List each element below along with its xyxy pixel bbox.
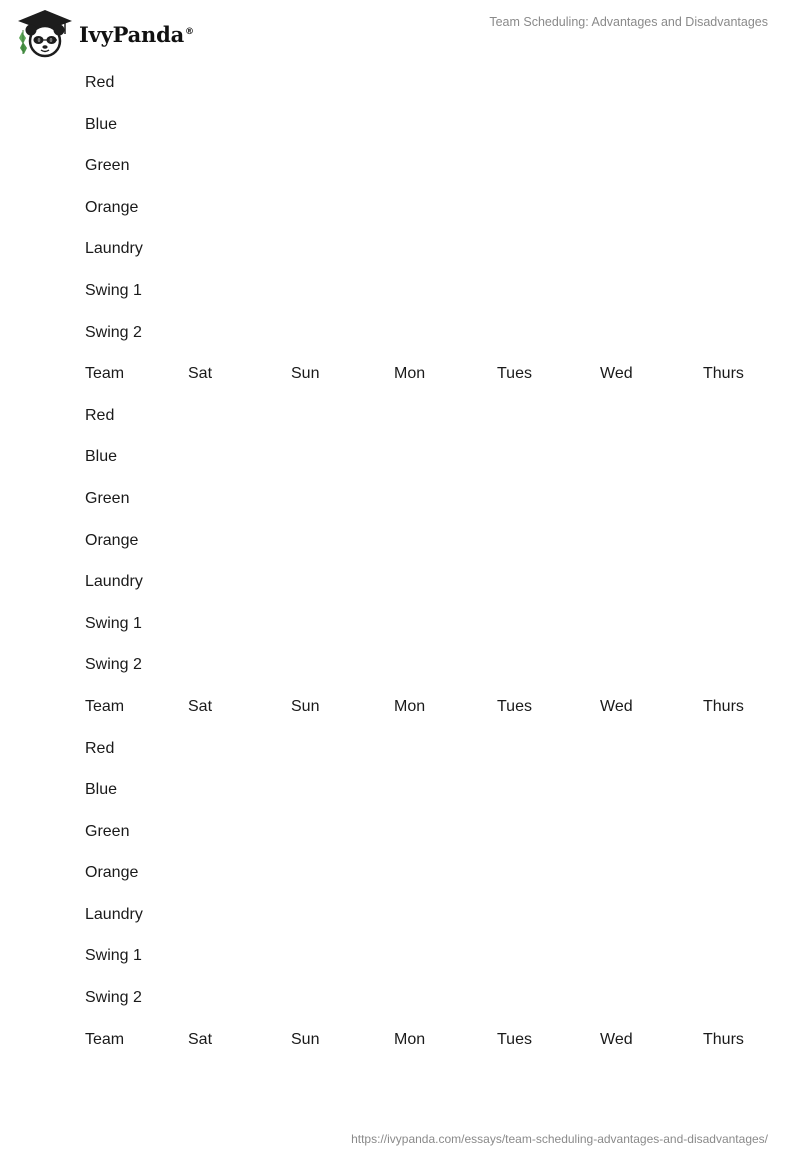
team-row [85,104,765,146]
column-header-thurs: Thurs [703,365,744,383]
panda-graduate-icon [14,8,76,58]
team-row [85,436,765,478]
column-header-wed: Wed [600,1030,633,1048]
team-name: Blue [85,115,118,133]
team-row [85,520,765,562]
column-header-sat: Sat [188,1030,213,1048]
column-header-wed: Wed [600,697,633,715]
column-header-tues: Tues [497,365,532,383]
team-row [85,728,765,770]
team-name: Red [85,739,115,757]
team-row [85,145,765,187]
team-name: Green [85,157,130,175]
team-row [85,395,765,437]
team-row [85,894,765,936]
column-header-mon: Mon [394,1030,426,1048]
team-name: Swing 1 [85,947,142,965]
team-name: Orange [85,198,139,216]
team-name: Blue [85,448,118,466]
team-row [85,603,765,645]
team-name: Swing 2 [85,323,142,341]
column-header-sat: Sat [188,365,213,383]
column-header-mon: Mon [394,365,426,383]
column-header-sun: Sun [291,1030,320,1048]
column-header-tues: Tues [497,697,532,715]
column-header-sun: Sun [291,697,320,715]
column-header-thurs: Thurs [703,697,744,715]
team-row [85,478,765,520]
team-name: Orange [85,864,139,882]
team-name: Orange [85,531,139,549]
registered-mark: ® [185,26,194,37]
team-row [85,62,765,104]
ivypanda-logo[interactable] [14,8,194,58]
team-row [85,935,765,977]
column-header-sat: Sat [188,697,213,715]
column-header-team: Team [85,365,125,383]
team-name: Laundry [85,573,143,591]
logo-wordmark: IvyPanda® [79,21,194,47]
team-name: Red [85,74,115,91]
column-header-wed: Wed [600,365,633,383]
column-header-sun: Sun [291,365,320,383]
team-row [85,270,765,312]
team-row [85,644,765,686]
team-name: Red [85,406,115,424]
header-row [85,353,765,395]
team-name: Blue [85,781,118,799]
team-name: Green [85,489,130,507]
team-row [85,228,765,270]
column-header-thurs: Thurs [703,1030,744,1048]
team-row [85,769,765,811]
team-row [85,187,765,229]
team-row [85,852,765,894]
team-name: Green [85,822,130,840]
team-name: Laundry [85,240,143,258]
header-row [85,1019,765,1061]
team-row [85,811,765,853]
column-header-team: Team [85,697,125,715]
team-name: Swing 2 [85,656,142,674]
team-name: Swing 1 [85,614,142,632]
team-row [85,312,765,354]
schedule-table [85,62,765,1060]
header-row [85,686,765,728]
team-name: Swing 1 [85,281,142,299]
column-header-team: Team [85,1030,125,1048]
document-title: Team Scheduling: Advantages and Disadvantages [489,15,768,29]
team-row [85,977,765,1019]
team-name: Swing 2 [85,989,142,1007]
team-row [85,561,765,603]
column-header-tues: Tues [497,1030,532,1048]
page-header [0,0,800,64]
column-header-mon: Mon [394,697,426,715]
source-url-link[interactable]: https://ivypanda.com/essays/team-scheduling-advantages-and-disadvantages/ [351,1132,768,1146]
team-name: Laundry [85,905,143,923]
